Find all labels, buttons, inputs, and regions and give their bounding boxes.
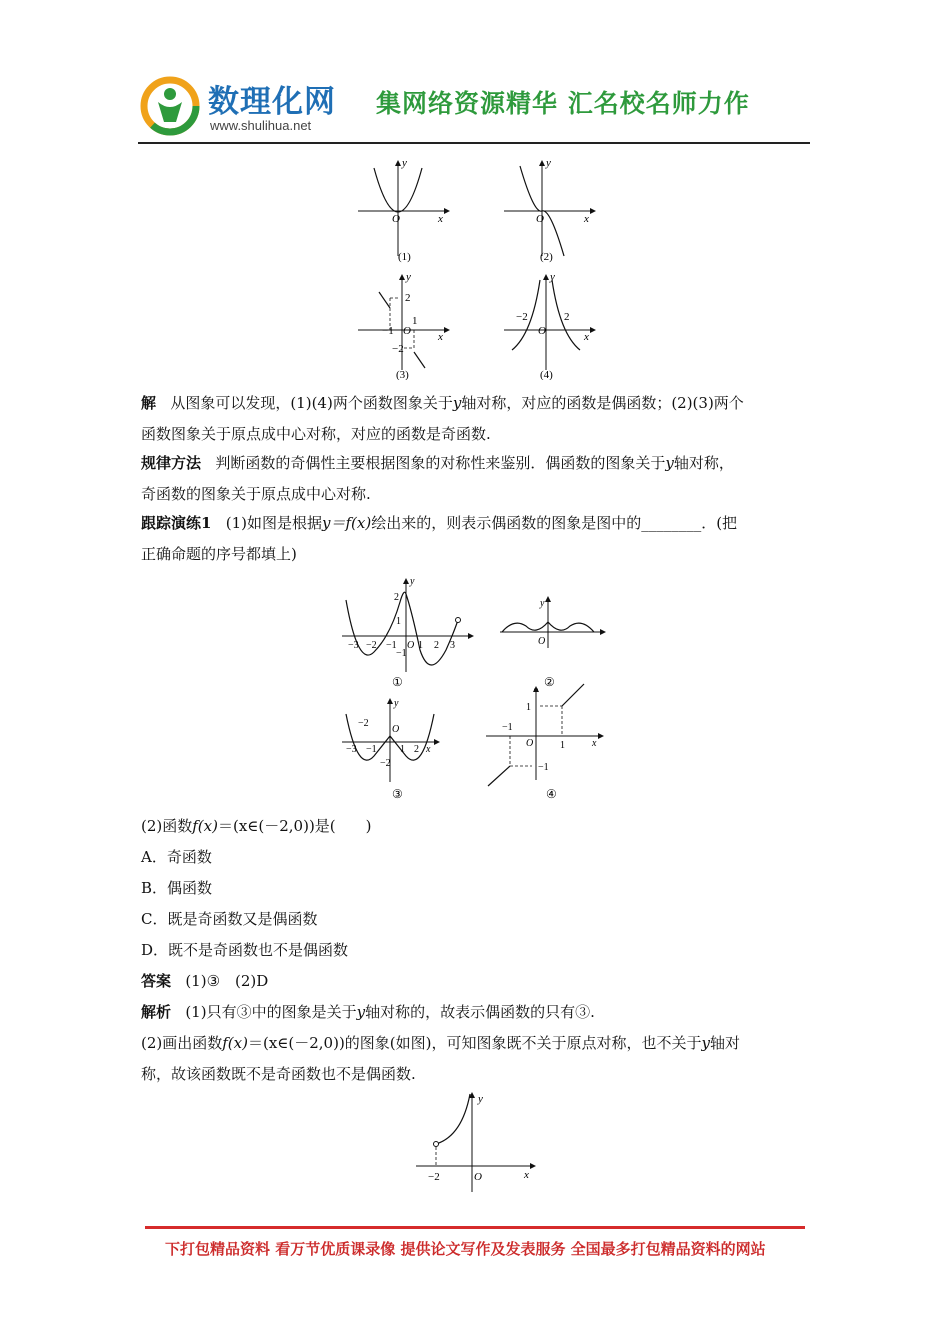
var-y: y (701, 1034, 710, 1052)
x-tick-label: 1 (400, 744, 405, 755)
analysis-block (141, 997, 811, 1090)
figure-circled-3 (338, 696, 442, 802)
page-header (138, 68, 810, 146)
x-tick-label: 1 (418, 640, 423, 651)
analysis-text: ＝(x∈(－2,0))的图象(如图)，可知图象既不关于原点对称，也不关于 (247, 1034, 702, 1052)
x-tick-label: −2 (428, 1171, 440, 1183)
origin-label: O (538, 636, 546, 647)
analysis-text: 轴对称的，故表示偶函数的只有③. (365, 1003, 595, 1021)
footer-banner[interactable]: 下打包精品资料 看万节优质课录像 提供论文写作及发表服务 全国最多打包精品资料的网站 (165, 1240, 766, 1258)
footer-divider (145, 1226, 805, 1229)
origin-label: O (392, 724, 400, 735)
question-2 (141, 811, 811, 842)
y-tick-label: −2 (358, 718, 369, 729)
figure-3 (352, 270, 452, 380)
method-label: 规律方法 (141, 454, 202, 472)
exercise-block (141, 508, 811, 570)
solution-block (141, 388, 811, 450)
analysis-text: 轴对 (710, 1034, 741, 1052)
x-tick-label: −1 (366, 744, 377, 755)
x-tick-label: −1 (502, 722, 513, 733)
x-tick-label: 1 (412, 315, 418, 327)
x-tick-label: 1 (560, 740, 565, 751)
x-axis-label: x (592, 738, 597, 749)
var-y: y (665, 454, 674, 472)
figure-caption: ③ (392, 787, 403, 801)
x-tick-label: 2 (434, 640, 439, 651)
figure-caption: ① (392, 675, 403, 689)
y-tick-label: 2 (394, 592, 399, 603)
option-b: B．偶函数 (141, 879, 213, 897)
question-text: (2)函数 (141, 817, 193, 835)
figure-caption: (4) (540, 369, 553, 380)
y-axis-label: y (394, 698, 399, 709)
method-text: 奇函数的图象关于原点成中心对称. (141, 485, 371, 503)
figure-caption: ② (544, 675, 555, 689)
origin-label: O (403, 325, 411, 337)
x-axis-label: x (584, 331, 589, 343)
figure-2 (498, 156, 598, 266)
y-tick-label: −2 (392, 343, 404, 355)
x-tick-label: 2 (564, 311, 570, 323)
analysis-text: (2)画出函数 (141, 1034, 223, 1052)
site-url[interactable]: www.shulihua.net (210, 118, 312, 133)
method-text: 判断函数的奇偶性主要根据图象的对称性来鉴别．偶函数的图象关于 (215, 454, 666, 472)
formula: y＝f(x) (322, 514, 372, 532)
solution-text: 从图象可以发现，(1)(4)两个函数图象关于 (170, 394, 453, 412)
question-text: (1)如图是根据 (225, 514, 322, 532)
question-text: 正确命题的序号都填上) (141, 545, 297, 563)
figure-caption: ④ (546, 787, 557, 801)
y-axis-label: y (402, 157, 407, 169)
origin-label: O (526, 738, 534, 749)
y-tick-label: −2 (380, 758, 391, 769)
figure-circled-4 (482, 680, 610, 802)
answer-text: (1)③ (2)D (185, 972, 269, 990)
figure-caption: (3) (396, 369, 409, 380)
y-tick-label: 1 (526, 702, 531, 713)
var-y: y (356, 1003, 366, 1021)
analysis-text: (1)只有③中的图象是关于 (185, 1003, 357, 1021)
figure-bottom (412, 1088, 542, 1198)
y-axis-label: y (550, 271, 555, 283)
formula: f(x) (222, 1034, 248, 1052)
formula: f(x) (192, 817, 218, 835)
question-text: ＝(x∈(－2,0))是( ) (217, 817, 372, 835)
figure-4 (498, 270, 598, 380)
answer-label: 答案 (141, 972, 172, 990)
x-tick-label: 3 (450, 640, 455, 651)
x-tick-label: −1 (382, 325, 394, 337)
y-axis-label: y (478, 1093, 483, 1105)
y-tick-label: −1 (396, 648, 407, 659)
method-text: 轴对称， (673, 454, 734, 472)
origin-label: O (407, 640, 415, 651)
figure-caption: (1) (398, 251, 411, 263)
origin-label: O (538, 325, 546, 337)
y-tick-label: 2 (405, 292, 411, 304)
origin-label: O (392, 213, 400, 225)
var-y: y (452, 394, 462, 412)
shulihua-logo-icon (138, 72, 202, 136)
question-text: 绘出来的，则表示偶函数的图象是图中的________．(把 (371, 514, 738, 532)
solution-text: 轴对称，对应的函数是偶函数；(2)(3)两个 (461, 394, 744, 412)
x-axis-label: x (438, 213, 443, 225)
option-a: A．奇函数 (141, 848, 212, 866)
x-tick-label: −1 (386, 640, 397, 651)
y-axis-label: y (410, 576, 415, 587)
brand-name: 数理化网 (208, 84, 336, 120)
x-tick-label: −2 (516, 311, 528, 323)
y-axis-label: y (406, 271, 411, 283)
solution-label: 解 (141, 394, 157, 412)
x-tick-label: −3 (346, 744, 357, 755)
y-tick-label: 1 (396, 616, 401, 627)
figure-1 (352, 156, 452, 266)
analysis-text: 称，故该函数既不是奇函数也不是偶函数. (141, 1065, 416, 1083)
figure-circled-1 (338, 572, 478, 690)
x-axis-label: x (438, 331, 443, 343)
x-axis-label: x (524, 1169, 529, 1181)
header-divider (138, 142, 810, 144)
x-axis-label: x (584, 213, 589, 225)
header-slogan: 集网络资源精华 汇名校名师力作 (376, 89, 750, 118)
exercise-label: 跟踪演练1 (141, 514, 212, 532)
y-axis-label: y (540, 598, 545, 609)
answer-block (141, 966, 811, 997)
x-tick-label: −2 (366, 640, 377, 651)
origin-label: O (536, 213, 544, 225)
x-tick-label: 2 (414, 744, 419, 755)
figure-caption: (2) (540, 251, 553, 263)
figure-circled-2 (496, 592, 610, 690)
option-c: C．既是奇函数又是偶函数 (141, 910, 318, 928)
x-tick-label: −3 (348, 640, 359, 651)
solution-text: 函数图象关于原点成中心对称，对应的函数是奇函数. (141, 425, 491, 443)
y-axis-label: y (546, 157, 551, 169)
analysis-label: 解析 (141, 1003, 172, 1021)
y-tick-label: −1 (538, 762, 549, 773)
option-d: D．既不是奇函数也不是偶函数 (141, 941, 349, 959)
method-block (141, 448, 811, 510)
x-axis-label: x (426, 744, 431, 755)
origin-label: O (474, 1171, 482, 1183)
